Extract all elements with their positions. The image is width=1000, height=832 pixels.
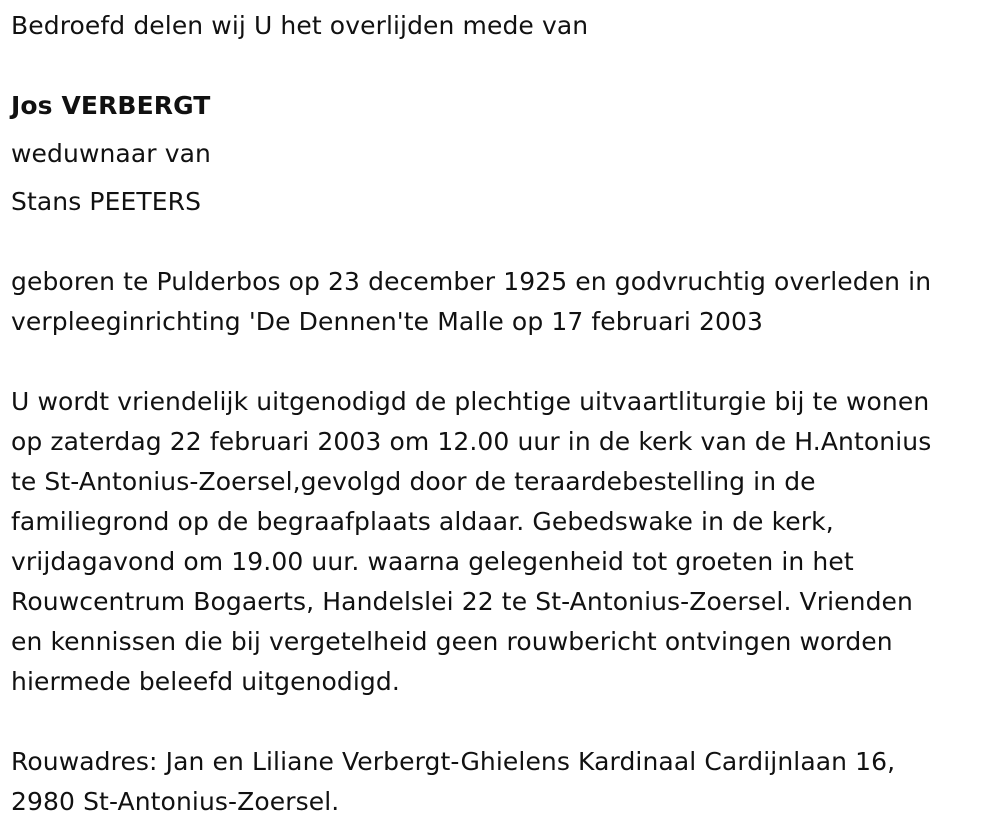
intro-text: Bedroefd delen wij U het overlijden mede van xyxy=(11,11,589,40)
birth-death-line: verpleeginrichting 'De Dennen'te Malle op 17 februari 2003 xyxy=(11,307,763,336)
mourning-address xyxy=(11,742,895,822)
invitation-line: familiegrond op de begraafplaats aldaar. Gebedswake in de kerk, xyxy=(11,507,834,536)
birth-death-line: geboren te Pulderbos op 23 december 1925 en godvruchtig overleden in xyxy=(11,267,932,296)
invitation-paragraph xyxy=(11,382,931,702)
address-line: Rouwadres: Jan en Liliane Verbergt-Ghielens Kardinaal Cardijnlaan 16, xyxy=(11,747,896,776)
address-line: 2980 St-Antonius-Zoersel. xyxy=(11,787,340,816)
invitation-line: te St-Antonius-Zoersel,gevolgd door de teraardebestelling in de xyxy=(11,467,816,496)
invitation-line: Rouwcentrum Bogaerts, Handelslei 22 te St-Antonius-Zoersel. Vrienden xyxy=(11,587,913,616)
invitation-line: op zaterdag 22 februari 2003 om 12.00 uur in de kerk van de H.Antonius xyxy=(11,427,932,456)
birth-death-paragraph xyxy=(11,262,931,342)
deceased-name: Jos VERBERGT xyxy=(11,91,211,120)
invitation-line: vrijdagavond om 19.00 uur. waarna gelegenheid tot groeten in het xyxy=(11,547,854,576)
relation-text: weduwnaar van xyxy=(11,139,211,168)
spouse-name: Stans PEETERS xyxy=(11,187,202,216)
invitation-line: en kennissen die bij vergetelheid geen rouwbericht ontvingen worden xyxy=(11,627,893,656)
invitation-line: hiermede beleefd uitgenodigd. xyxy=(11,667,400,696)
invitation-line: U wordt vriendelijk uitgenodigd de plechtige uitvaartliturgie bij te wonen xyxy=(11,387,930,416)
